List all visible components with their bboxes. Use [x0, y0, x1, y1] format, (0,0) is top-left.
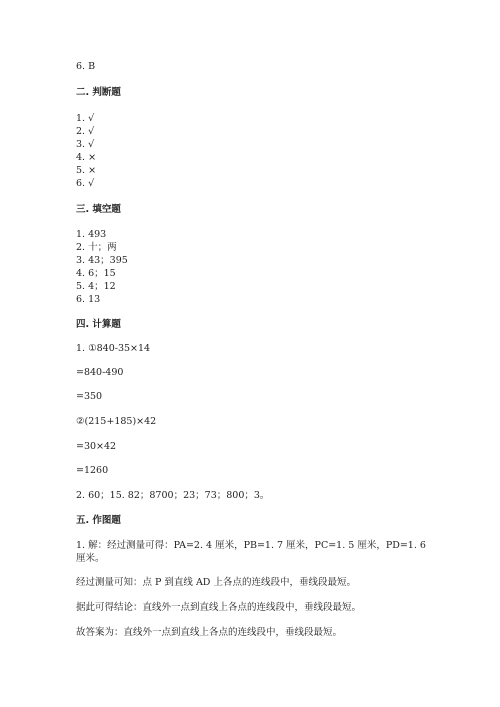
answer-line: 3. √ [76, 139, 95, 150]
section-heading-calculation: 四. 计算题 [76, 319, 121, 330]
section-heading-drawing: 五. 作图题 [76, 515, 121, 526]
answer-line: 6. B [76, 61, 96, 72]
section-heading-judgment: 二. 判断题 [76, 87, 121, 98]
calc-line: 2. 60；15. 82；8700；23；73；800；3。 [76, 490, 270, 501]
answer-line: 5. 4；12 [76, 281, 116, 292]
answer-line: 6. √ [76, 178, 95, 189]
solution-paragraph: 据此可得结论：直线外一点到直线上各点的连线段中，垂线段最短。 [76, 602, 362, 613]
solution-paragraph: 1. 解：经过测量可得：PA=2. 4 厘米，PB=1. 7 厘米，PC=1. 5 厘米，PD=1. 6 厘米。 [76, 540, 426, 564]
answer-line: 6. 13 [76, 294, 101, 305]
solution-paragraph: 经过测量可知：点 P 到直线 AD 上各点的连线段中，垂线段最短。 [76, 577, 356, 588]
section-heading-fill-in: 三. 填空题 [76, 204, 121, 215]
calc-line: =1260 [76, 465, 109, 476]
answer-line: 4. 6；15 [76, 268, 116, 279]
answer-line: 2. 十；两 [76, 242, 117, 253]
calc-line: =350 [76, 391, 103, 402]
answer-line: 3. 43；395 [76, 255, 128, 266]
answer-line: 1. √ [76, 113, 95, 124]
answer-line: 5. × [76, 165, 97, 176]
calc-line: =840-490 [76, 367, 124, 378]
calc-line: 1. ①840-35×14 [76, 343, 151, 354]
answer-line: 1. 493 [76, 229, 107, 240]
answer-line: 4. × [76, 152, 97, 163]
solution-paragraph: 故答案为：直线外一点到直线上各点的连线段中，垂线段最短。 [76, 627, 343, 638]
calc-line: =30×42 [76, 441, 117, 452]
answer-line: 2. √ [76, 126, 95, 137]
calc-line: ②(215+185)×42 [76, 416, 157, 427]
